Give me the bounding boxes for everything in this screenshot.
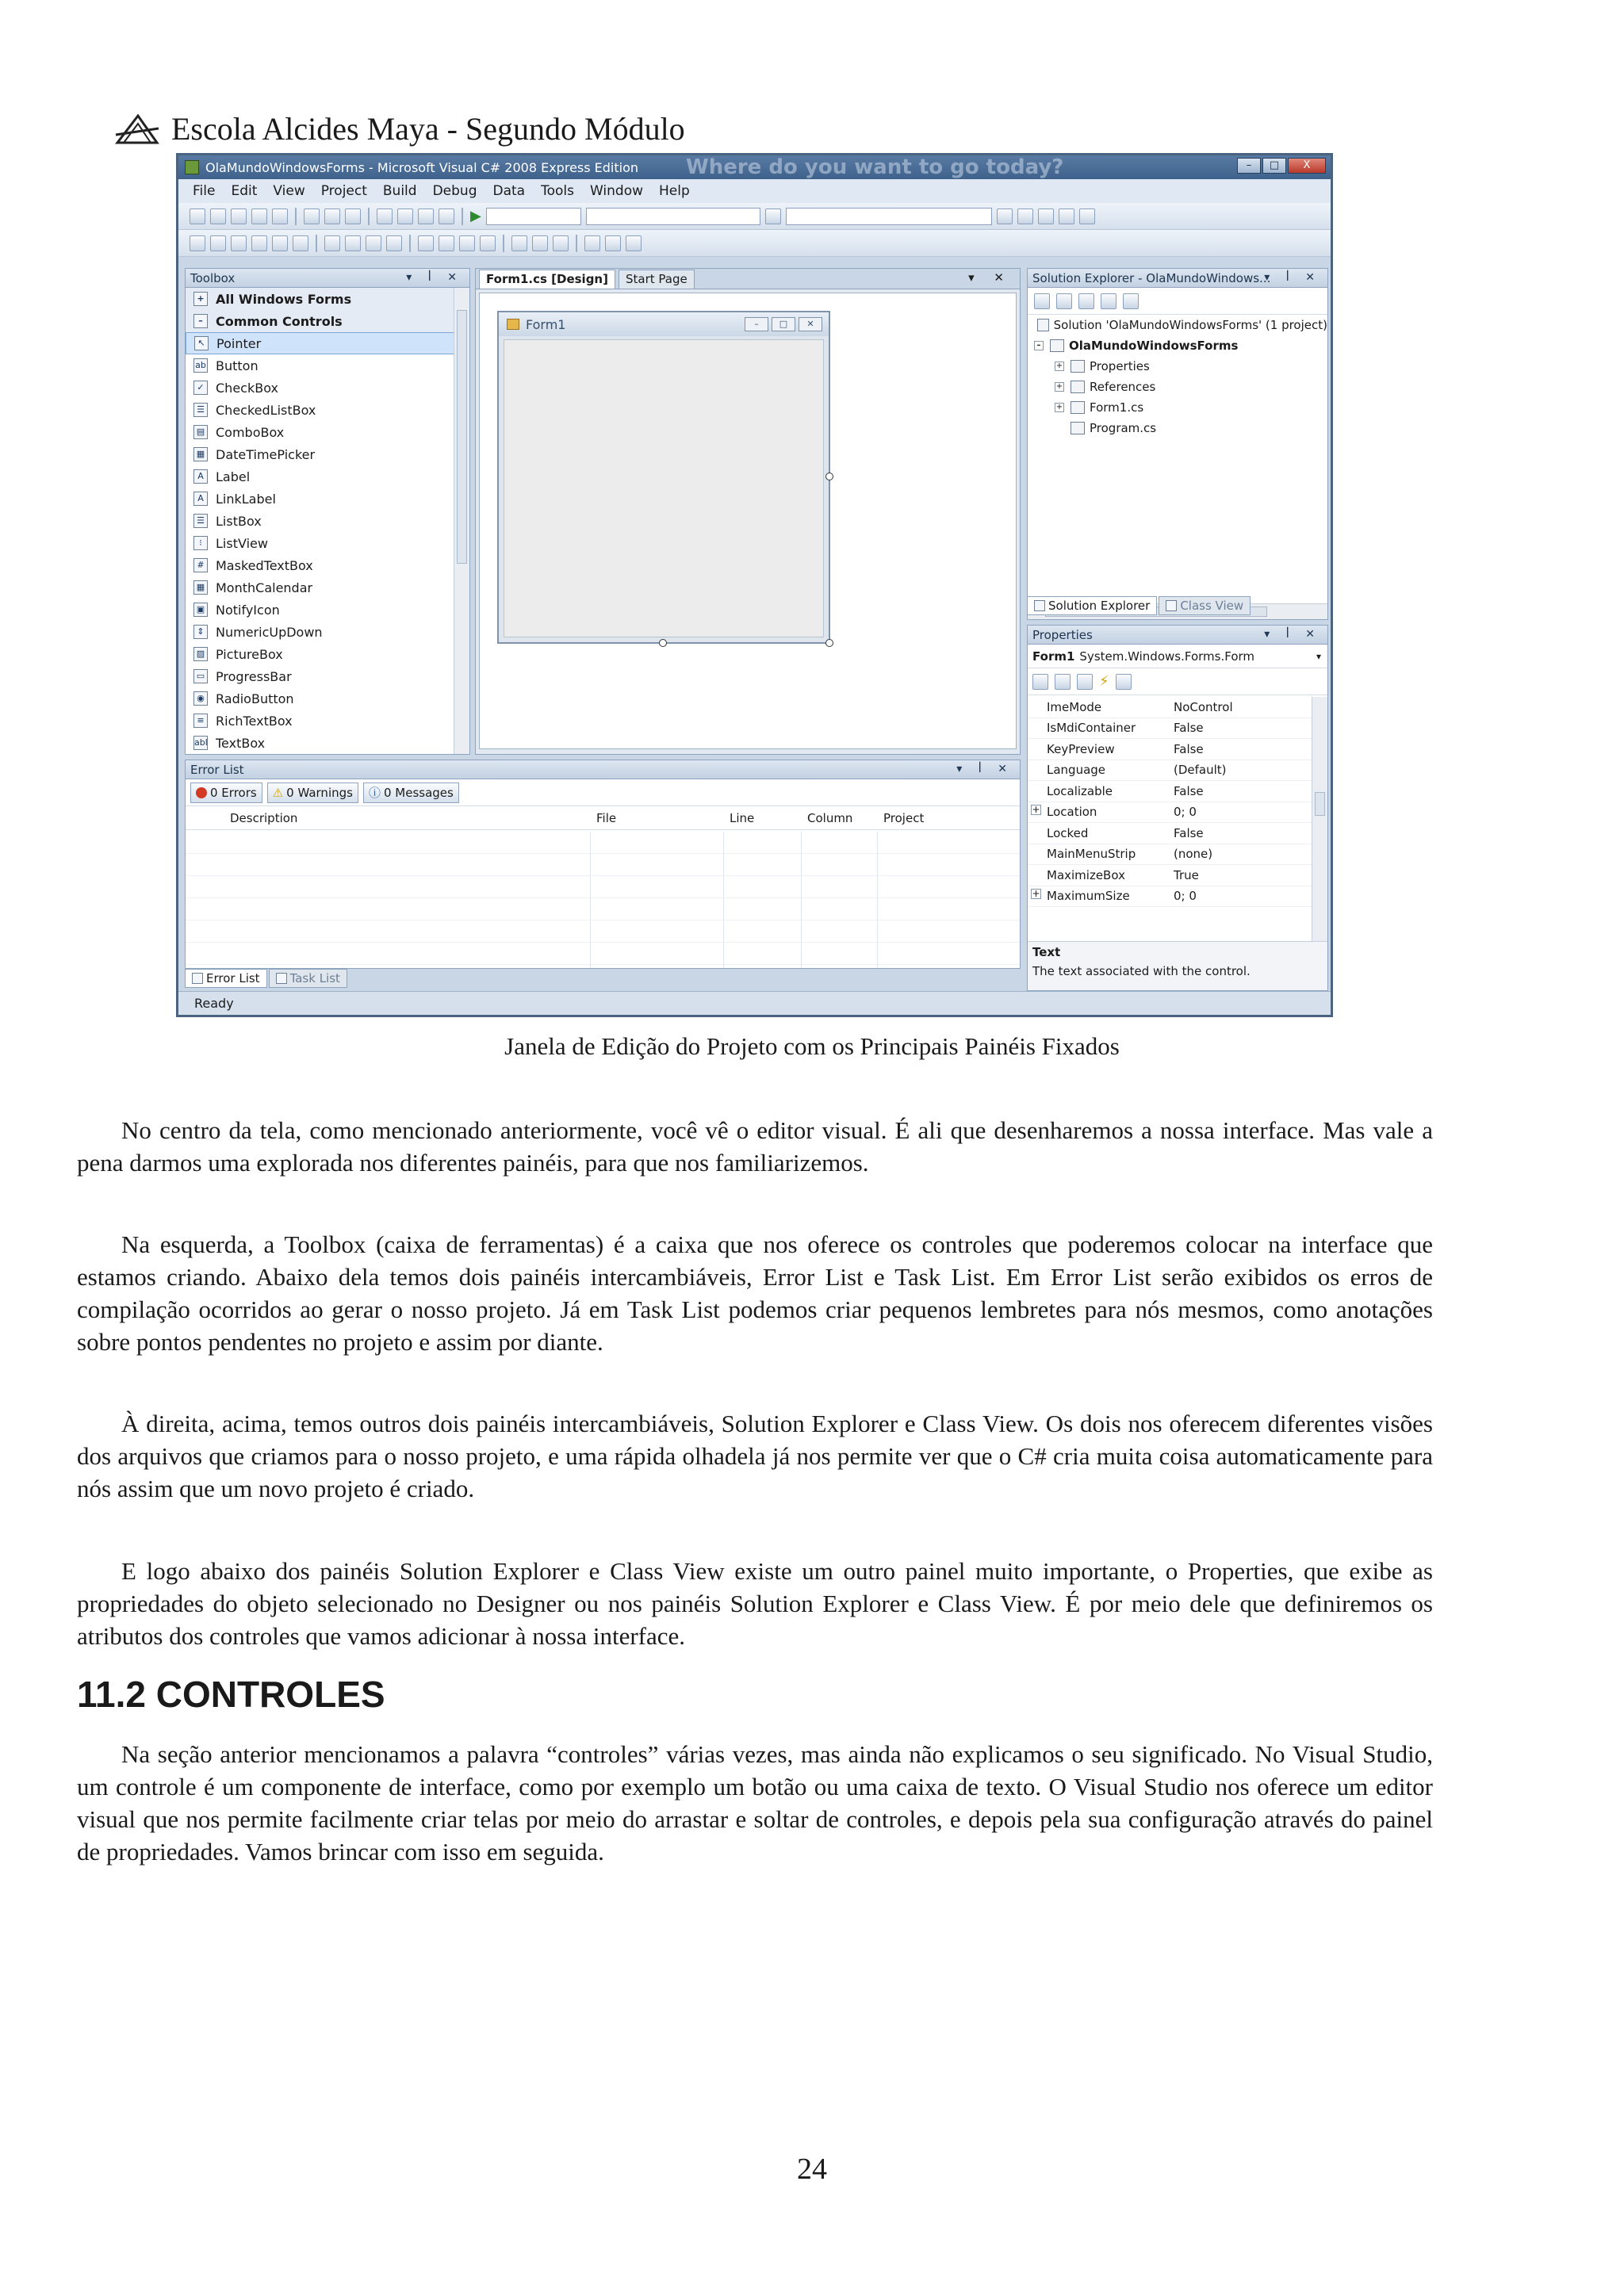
paragraph: Na esquerda, a Toolbox (caixa de ferramentas) é a caixa que nos oferece os controles que poderemos colocar na interface que estamos criando. Abaixo dela temos dois painéis intercambiáveis, Error List e Task List. Em Error List serão exibidos os erros de compilação ocorridos ao gerar o nosso projeto. Já em Task List podemos criar pequenos lembretes para nós mesmos, como anotações sobre pontos pendentes no projeto e assim por diante. [77,1230,1433,1356]
form-maximize-button: □ [772,317,795,331]
view-designer-icon[interactable] [1123,293,1139,309]
layout-toolbar [178,230,1331,257]
richtextbox-icon: ≡ [193,714,208,728]
properties-panel [1027,625,1328,991]
form1-client-area[interactable] [504,339,824,637]
window-title: OlaMundoWindowsForms - Microsoft Visual C# 2008 Express Edition [205,159,639,175]
solution-explorer-panel [1027,268,1328,620]
property-name: IsMdiContainer [1047,721,1136,736]
menu-window[interactable]: Window [589,183,643,199]
menu-edit[interactable]: Edit [231,183,258,199]
property-value[interactable]: False [1174,721,1204,736]
events-icon[interactable]: ⚡ [1099,673,1109,690]
solution-explorer-icon[interactable] [997,209,1013,224]
open-file-icon[interactable] [231,209,247,224]
view-code-icon[interactable] [1101,293,1116,309]
error-list-tabs [185,969,347,988]
property-value[interactable]: 0; 0 [1174,805,1197,820]
find-combo[interactable] [786,208,992,225]
property-name: KeyPreview [1047,741,1115,756]
remove-spacing-icon[interactable] [480,235,496,251]
tab-task-list[interactable] [269,969,347,988]
item-label: PictureBox [216,646,283,662]
object-name: Form1 [1032,649,1075,664]
size-to-grid-icon[interactable] [386,235,402,251]
toolbox-group-all[interactable] [186,288,469,310]
property-row[interactable] [1028,865,1312,886]
menu-view[interactable]: View [273,183,305,199]
chevron-down-icon[interactable]: ▾ [1316,650,1321,662]
new-project-icon[interactable] [190,209,205,224]
window-titlebar [178,155,1331,179]
property-name: Localizable [1047,783,1113,798]
object-selector[interactable] [1028,645,1327,668]
property-name: ImeMode [1047,699,1102,714]
toolbox-item-checkedlistbox[interactable] [186,399,469,421]
property-row[interactable] [1028,739,1312,760]
toolbar-separator [295,208,297,225]
paragraph: E logo abaixo dos painéis Solution Explorer e Class View existe um outro painel muito importante, o Properties, que exibe as propriedades do objeto selecionado no Designer ou nos painéis Solution Explorer e Class View. É por meio dele que definiremos os atributos dos controles que vamos adicionar à nossa interface. [77,1557,1433,1650]
form-minimize-button: – [745,317,768,331]
visual-csharp-icon [185,160,199,174]
designer-panel [475,268,1021,755]
toolbox-title: Toolbox [190,270,236,285]
menu-build[interactable]: Build [382,183,417,199]
tree-label: Program.cs [1090,421,1157,435]
radiobutton-icon: ◉ [193,691,208,706]
cut-icon[interactable] [304,209,320,224]
property-name: Locked [1047,825,1089,840]
menu-file[interactable]: File [193,183,216,199]
make-same-height-icon[interactable] [345,235,361,251]
property-row[interactable] [1028,760,1312,782]
align-middles-icon[interactable] [272,235,288,251]
toolbar-separator [368,208,370,225]
tree-references[interactable] [1028,377,1327,397]
property-value[interactable]: False [1174,783,1204,798]
menu-help[interactable]: Help [659,183,690,199]
property-row[interactable] [1028,697,1312,718]
property-name: Language [1047,763,1106,778]
warnings-filter-button[interactable] [267,783,358,803]
solution-explorer-title: Solution Explorer - OlaMundoWindows... [1032,270,1271,285]
item-label: CheckBox [216,380,278,396]
group-label: Common Controls [216,313,343,329]
scroll-thumb[interactable] [1315,792,1325,816]
property-value[interactable]: (Default) [1174,763,1227,778]
property-value[interactable]: 0; 0 [1174,889,1197,904]
school-logo-icon [114,111,160,146]
tree-program[interactable] [1028,418,1327,438]
item-label: CheckedListBox [216,402,316,418]
center-horizontally-icon[interactable] [532,235,548,251]
toolbox-item-listbox[interactable] [186,510,469,532]
close-button[interactable]: X [1288,158,1326,174]
property-value[interactable]: (none) [1174,847,1213,862]
form-close-button: ✕ [799,317,822,331]
item-label: NumericUpDown [216,624,323,640]
item-label: DateTimePicker [216,446,316,462]
toolbox-header-icons[interactable]: ▾ ꟾ ✕ [406,271,463,284]
page-header [114,106,685,151]
solution-explorer-header [1028,269,1327,288]
toolbox-item-listview[interactable] [186,532,469,554]
tab-error-list[interactable] [185,969,267,988]
tree-label: Form1.cs [1090,400,1144,415]
item-label: RadioButton [216,691,294,706]
start-debugging-icon[interactable]: ▶ [470,208,481,224]
class-view-tab-icon [1166,600,1177,611]
increase-spacing-icon[interactable] [439,235,454,251]
bring-to-front-icon[interactable] [584,235,600,251]
checkedlistbox-icon: ☰ [193,403,208,417]
toolbox-item-checkbox[interactable] [186,377,469,399]
tab-form1-design[interactable]: Form1.cs [Design] [479,270,615,289]
align-centers-icon[interactable] [210,235,226,251]
property-row[interactable] [1028,886,1312,908]
property-name: + MaximumSize [1028,889,1167,903]
menu-debug[interactable]: Debug [432,183,477,199]
item-label: Pointer [216,335,262,351]
redo-icon[interactable] [397,209,413,224]
solution-icon [1037,319,1049,331]
column-column[interactable]: Column [807,810,853,825]
item-label: ListBox [216,513,262,529]
save-icon[interactable] [251,209,267,224]
toolbox-header [186,269,469,288]
form-file-icon [1071,401,1085,414]
picturebox-icon: ▨ [193,647,208,661]
form1-titlebar [499,312,829,336]
toolbox-item-button[interactable] [186,354,469,377]
error-list-header [186,760,1020,779]
start-page-icon[interactable] [1079,209,1095,224]
toolbox-item-progressbar[interactable] [186,665,469,687]
error-list-header-icons[interactable]: ▾ ꟾ ✕ [956,763,1013,775]
item-label: LinkLabel [216,491,276,507]
property-value[interactable]: False [1174,741,1204,756]
refresh-icon[interactable] [1078,293,1094,309]
expand-icon: + [193,292,208,306]
toolbox-item-datetimepicker[interactable] [186,443,469,465]
item-label: MonthCalendar [216,580,313,595]
label-icon: A [193,469,208,484]
object-type: System.Windows.Forms.Form [1079,649,1255,664]
expand-icon[interactable]: + [1055,403,1063,411]
error-filters [186,779,1020,806]
filter-label: 0 Messages [383,785,454,800]
column-line[interactable]: Line [730,810,755,825]
datetimepicker-icon: ▦ [193,447,208,461]
platform-combo[interactable] [586,208,760,225]
toolbar-separator [409,235,411,252]
properties-title: Properties [1032,627,1093,642]
collapse-icon[interactable]: – [1034,341,1044,350]
window-icon[interactable] [439,209,454,224]
column-description[interactable]: Description [230,810,298,825]
references-icon [1071,381,1085,393]
button-icon: ab [193,358,208,373]
item-label: RichTextBox [216,713,293,729]
item-label: Button [216,358,259,373]
toolbox-item-radiobutton[interactable] [186,687,469,710]
column-file[interactable]: File [596,810,617,825]
combobox-icon: ▤ [193,425,208,439]
toolbar-separator [316,235,317,252]
folder-icon [1071,360,1085,373]
property-row[interactable] [1028,781,1312,802]
toolbox-item-combobox[interactable] [186,421,469,443]
tree-project[interactable] [1028,335,1327,356]
expand-icon[interactable]: + [1055,362,1063,370]
grid-line [590,832,591,968]
filter-label: 0 Warnings [286,785,353,800]
tree-label: Solution 'OlaMundoWindowsForms' (1 project) [1053,318,1327,332]
paste-icon[interactable] [345,209,361,224]
toolbox-item-numericupdown[interactable] [186,621,469,643]
property-name: MainMenuStrip [1047,847,1136,862]
item-label: ProgressBar [216,668,292,684]
align-tops-icon[interactable] [251,235,267,251]
status-bar [178,991,1331,1015]
design-surface[interactable] [479,293,1017,749]
make-same-size-icon[interactable] [366,235,381,251]
resize-handle-corner[interactable] [825,639,833,647]
property-row[interactable] [1028,844,1312,866]
document-tab-controls[interactable]: ▾ ✕ [968,270,1012,285]
alphabetical-icon[interactable] [1055,674,1071,690]
property-row[interactable] [1028,718,1312,740]
tab-class-view[interactable] [1159,596,1251,615]
copy-icon[interactable] [324,209,340,224]
property-pages-icon[interactable] [1116,674,1132,690]
textbox-icon: abl [193,736,208,750]
navigate-icon[interactable] [418,209,434,224]
find-icon[interactable] [765,209,781,224]
paragraph: Na seção anterior mencionamos a palavra “controles” várias vezes, mas ainda não explicamos o seu significado. No Visual Studio, um controle é um componente de interface, como por exemplo um botão ou uma caixa de texto. O Visual Studio nos oferece um editor visual que nos permite facilmente criar telas por meio do arrastar e soltar de controles, e depois pela sua configuração através do painel de propriedades. Vamos brincar com isso em seguida. [77,1740,1433,1866]
toolbox-scrollbar[interactable] [454,288,469,754]
toolbar-separator [576,235,577,252]
send-to-back-icon[interactable] [605,235,621,251]
undo-icon[interactable] [377,209,393,224]
properties-header-icons[interactable]: ▾ ꟾ ✕ [1264,628,1321,641]
resize-handle-right[interactable] [825,473,833,480]
checkbox-icon: ✓ [193,381,208,395]
solution-explorer-tab-icon [1034,600,1045,611]
form1-title: Form1 [526,316,566,332]
categorized-icon[interactable] [1032,674,1048,690]
property-row[interactable] [1028,823,1312,844]
tab-label: Solution Explorer [1048,599,1151,613]
make-same-width-icon[interactable] [324,235,340,251]
solution-explorer-toolbar [1028,288,1327,315]
tree-solution[interactable] [1028,315,1327,335]
object-browser-icon[interactable] [1038,209,1054,224]
tree-properties[interactable] [1028,356,1327,377]
menu-bar [178,179,1331,203]
properties-view-icon[interactable] [1077,674,1093,690]
align-bottoms-icon[interactable] [293,235,308,251]
tree-label: References [1090,380,1156,394]
align-rights-icon[interactable] [231,235,247,251]
menu-data[interactable]: Data [492,183,526,199]
item-label: NotifyIcon [216,602,280,618]
filter-label: 0 Errors [210,785,257,800]
properties-icon[interactable] [1017,209,1033,224]
item-label: TextBox [216,735,266,751]
error-list-columns [186,806,1020,830]
info-icon: ⓘ [368,786,381,800]
status-text: Ready [194,996,234,1011]
toolbox-item-richtextbox[interactable] [186,710,469,732]
progressbar-icon: ▭ [193,669,208,683]
monthcalendar-icon: ▦ [193,580,208,595]
linklabel-icon: A [193,492,208,506]
toolbox-item-label[interactable] [186,465,469,488]
description-title: Text [1032,945,1061,959]
grid-line [723,832,724,968]
toolbox-icon[interactable] [1059,209,1074,224]
form-icon [507,319,519,330]
menu-project[interactable]: Project [320,183,367,199]
listview-icon: ⁝ [193,536,208,550]
property-name: + Location [1028,805,1167,819]
listbox-icon: ☰ [193,514,208,528]
section-title: 11.2 CONTROLES [77,1674,385,1715]
grid-line [801,832,802,968]
scroll-thumb[interactable] [457,310,467,564]
toolbox-group-common[interactable] [186,310,469,332]
property-grid [1028,697,1312,907]
notifyicon-icon: ▣ [193,603,208,617]
solution-explorer-header-icons[interactable]: ▾ ꟾ ✕ [1264,271,1321,284]
resize-handle-bottom[interactable] [659,639,667,647]
project-icon [1050,339,1064,352]
property-row[interactable] [1028,802,1312,824]
property-value[interactable]: NoControl [1174,699,1233,714]
solution-explorer-tabs [1027,596,1251,615]
figure-caption: Janela de Edição do Projeto com os Principais Painéis Fixados [504,1032,1120,1060]
property-value[interactable]: True [1174,867,1199,882]
tree-label: OlaMundoWindowsForms [1069,339,1239,353]
error-list-title: Error List [190,762,244,777]
toolbox-item-notifyicon[interactable] [186,599,469,621]
minimize-button[interactable]: – [1237,158,1261,174]
pointer-icon: ↖ [194,336,209,350]
error-list-tab-icon [192,973,203,984]
column-project[interactable]: Project [883,810,925,825]
standard-toolbar [178,203,1331,230]
tab-label: Class View [1180,599,1244,613]
error-list-grid [186,832,1020,968]
form1-window[interactable] [497,311,830,644]
document-tabs [476,269,1020,289]
error-list-panel [185,760,1021,969]
maskedtextbox-icon: # [193,558,208,572]
tab-start-page[interactable]: Start Page [619,270,695,289]
properties-scrollbar[interactable] [1312,697,1327,941]
toolbox-panel [185,268,470,755]
properties-icon[interactable] [1034,293,1050,309]
decrease-spacing-icon[interactable] [459,235,475,251]
add-item-icon[interactable] [210,209,226,224]
toolbox-item-linklabel[interactable] [186,488,469,510]
toolbar-separator [462,208,463,225]
item-label: Label [216,469,251,484]
description-text: The text associated with the control. [1032,964,1251,978]
property-description [1028,941,1327,990]
center-vertically-icon[interactable] [553,235,569,251]
tab-solution-explorer[interactable] [1027,596,1157,615]
paragraph: À direita, acima, temos outros dois painéis intercambiáveis, Solution Explorer e Class View. Os dois nos oferecem diferentes visões dos arquivos que criamos para o nosso projeto, e uma rápida olhadela já nos permite ver que o C# cria muita coisa automaticamente para nós assim que um novo projeto é criado. [77,1410,1433,1502]
page-header-title: Escola Alcides Maya - Segundo Módulo [171,110,685,147]
desktop-banner-text: Where do you want to go today? [686,155,1064,179]
warning-icon: ⚠ [272,785,284,800]
page-number: 24 [797,2152,827,2186]
menu-tools[interactable]: Tools [541,183,574,199]
item-label: ListView [216,535,268,551]
ide-screenshot [176,153,1333,1017]
property-name: MaximizeBox [1047,867,1125,882]
properties-header [1028,626,1327,645]
properties-toolbar [1028,668,1327,695]
save-all-icon[interactable] [272,209,288,224]
align-lefts-icon[interactable] [190,235,205,251]
expand-icon[interactable]: + [1055,382,1063,391]
task-list-tab-icon [276,973,287,984]
tab-order-icon[interactable] [626,235,642,251]
tree-label: Properties [1090,359,1150,373]
toolbox-item-pointer[interactable] [186,332,469,354]
horizontal-spacing-icon[interactable] [418,235,434,251]
property-value[interactable]: False [1174,825,1204,840]
toolbox-item-maskedtextbox[interactable] [186,554,469,576]
maximize-button[interactable]: □ [1262,158,1286,174]
toolbar-separator [503,235,504,252]
errors-filter-button[interactable] [190,783,262,803]
tree-form1[interactable] [1028,397,1327,418]
configuration-combo[interactable] [486,208,581,225]
csharp-file-icon [1071,422,1085,434]
numericupdown-icon: ⇕ [193,625,208,639]
vertical-spacing-icon[interactable] [511,235,527,251]
item-label: ComboBox [216,424,285,440]
toolbox-item-monthcalendar[interactable] [186,576,469,599]
toolbox-item-picturebox[interactable] [186,643,469,665]
collapse-icon: – [193,314,208,328]
tab-label: Task List [289,971,340,985]
paragraph: No centro da tela, como mencionado anteriormente, você vê o editor visual. É ali que desenharemos a nossa interface. Mas vale a pena darmos uma explorada nos diferentes painéis, para que nos familiarizemos. [77,1116,1433,1177]
messages-filter-button[interactable] [363,783,459,803]
item-label: MaskedTextBox [216,557,313,573]
toolbox-item-textbox[interactable] [186,732,469,754]
group-label: All Windows Forms [216,291,352,307]
error-icon [196,787,207,798]
tab-label: Error List [206,971,260,985]
grid-line [877,832,878,968]
show-all-files-icon[interactable] [1056,293,1072,309]
